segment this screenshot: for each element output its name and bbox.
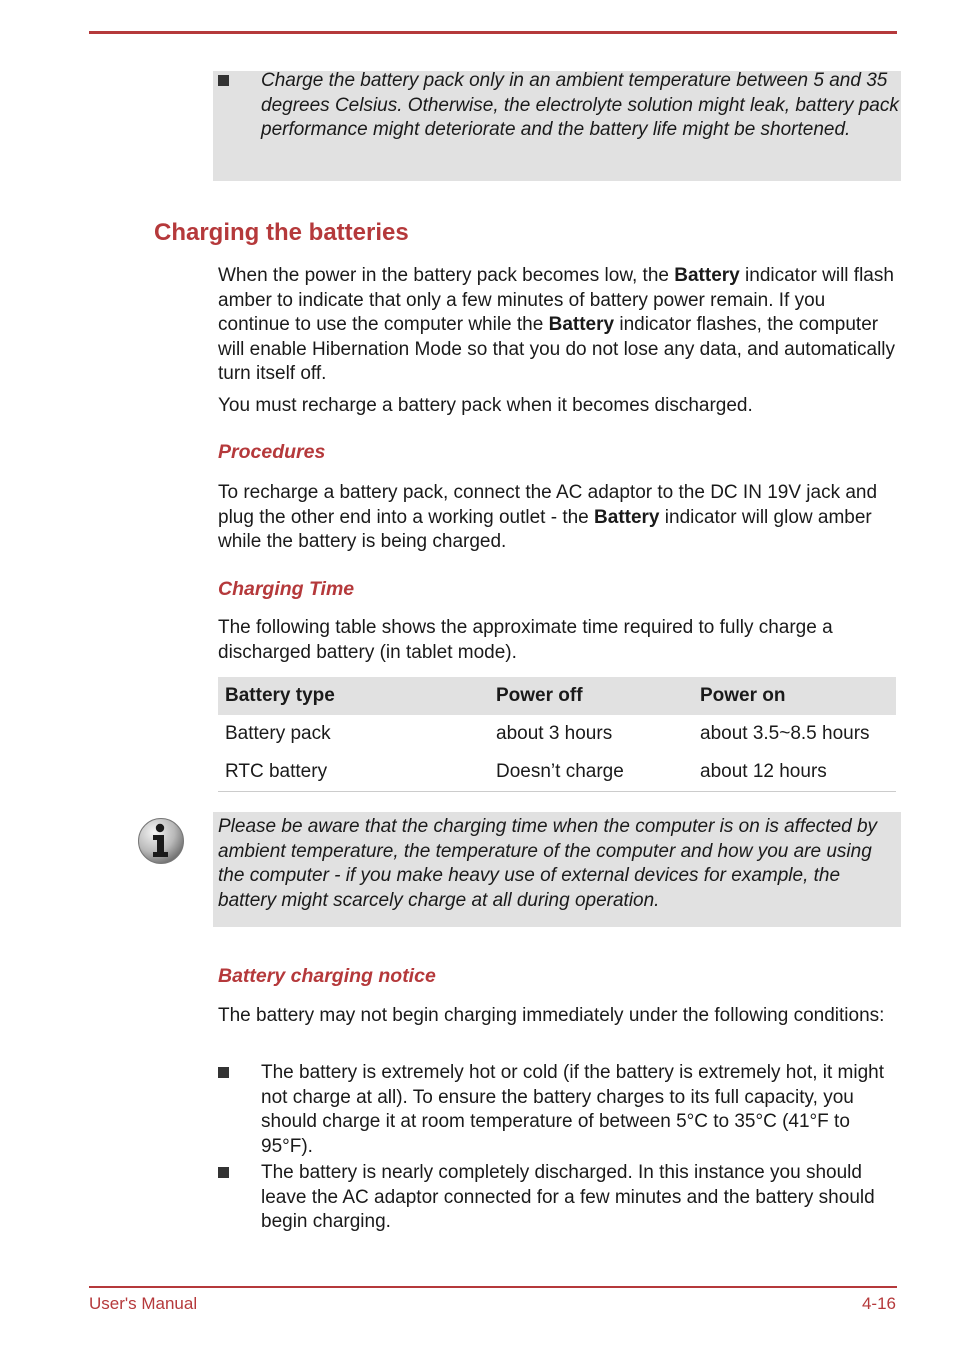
section-title: Charging the batteries <box>154 219 409 246</box>
square-bullet-icon <box>218 75 229 86</box>
table-header-cell: Battery type <box>225 685 335 706</box>
table-cell: Battery pack <box>225 723 331 744</box>
footer-manual-title: User's Manual <box>89 1294 198 1313</box>
battery-notice-intro: The battery may not begin charging immediately under the following conditions: <box>218 1005 885 1026</box>
list-item: The battery is nearly completely discharged. In this instance you should leave the AC adaptor connected for a few minutes and the battery should begin charging. <box>261 1162 875 1232</box>
square-bullet-icon <box>218 1067 229 1078</box>
caution-note-text: Charge the battery pack only in an ambient temperature between 5 and 35 degrees Celsius. Otherwise, the electrolyte solution might leak, battery pack performance might deteriorate and the battery life might be shortened. <box>261 70 899 140</box>
table-header-cell: Power off <box>496 685 583 706</box>
table-cell: about 12 hours <box>693 753 896 792</box>
square-bullet-icon <box>218 1167 229 1178</box>
header-rule <box>89 31 897 34</box>
procedures-paragraph: To recharge a battery pack, connect the AC adaptor to the DC IN 19V jack and plug the other end into a working outlet - the Battery indicator will glow amber while the battery is being charged. <box>218 482 878 552</box>
info-icon <box>137 817 185 865</box>
section-paragraph-2: You must recharge a battery pack when it becomes discharged. <box>218 395 753 416</box>
table-cell: about 3.5~8.5 hours <box>700 723 870 744</box>
battery-charging-notice-heading: Battery charging notice <box>218 965 436 987</box>
table-row <box>218 753 896 792</box>
procedures-heading: Procedures <box>218 441 326 463</box>
page-number: 4-16 <box>861 1294 896 1313</box>
list-item: The battery is extremely hot or cold (if the battery is extremely hot, it might not charge at all). To ensure the battery charges to its full capacity, you should charge it at room temperature of between 5°C to 35°C (41°F to 95°F). <box>261 1062 885 1157</box>
table-row <box>218 715 896 753</box>
table-cell: about 3 hours <box>496 723 613 744</box>
table-header-row <box>218 677 896 715</box>
footer-rule <box>89 1286 897 1288</box>
table-header-cell: Power on <box>700 685 786 706</box>
charging-time-heading: Charging Time <box>218 578 355 600</box>
charging-time-intro: The following table shows the approximate time required to fully charge a discharged battery (in tablet mode). <box>218 617 833 663</box>
table-cell: Doesn’t charge <box>489 753 693 792</box>
section-paragraph-1: When the power in the battery pack becomes low, the Battery indicator will flash amber to indicate that only a few minutes of battery power remain. If you continue to use the computer while the Battery indicator flashes, the computer will enable Hibernation Mode so that you do not lose any data, and automatically turn itself off. <box>218 265 896 384</box>
table-cell: RTC battery <box>218 753 489 792</box>
info-note-text: Please be aware that the charging time when the computer is on is affected by ambient temperature, the temperature of the computer and how you are using the computer - if you make heavy use of external devices for example, the battery might scarcely charge at all during operation. <box>218 816 878 911</box>
charging-time-table <box>218 677 896 792</box>
